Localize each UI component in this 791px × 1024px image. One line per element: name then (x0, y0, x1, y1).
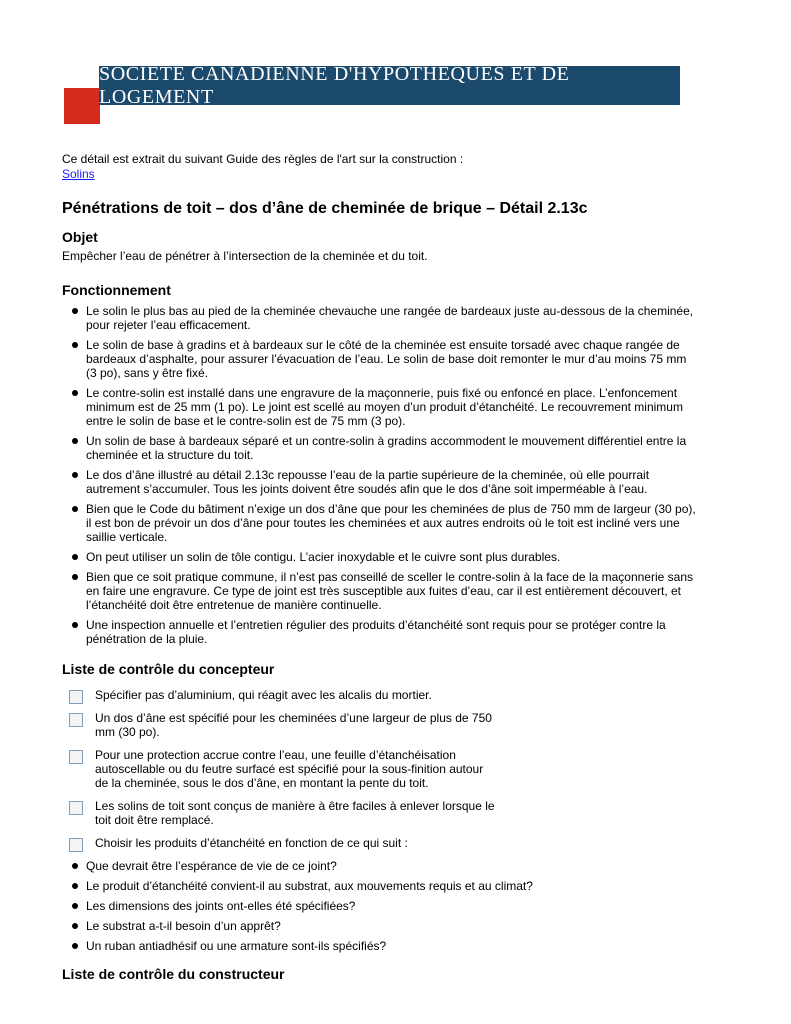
checklist-item-text: Pour une protection accrue contre l’eau, une feuille d’étanchéisation autoscellable ou du feutre surfacé est spécifié pour la sous-finition autour de la cheminée, sous le dos d’âne, en montant la pente du toit. (95, 748, 484, 790)
section-heading-objet: Objet (62, 229, 98, 245)
list-item: Bien que ce soit pratique commune, il n’est pas conseillé de sceller le contre-solin à la face de la maçonnerie sans en faire une engravure. Ce type de joint est très susceptible aux fuites d’eau, car il est entièrement découvert, et l’étanchéité doit être entretenue de manière continuelle. (62, 570, 696, 612)
sealant-questions-list (62, 859, 702, 953)
page-title: Pénétrations de toit – dos d’âne de cheminée de brique – Détail 2.13c (62, 200, 588, 217)
list-item: Une inspection annuelle et l’entretien régulier des produits d’étanchéité sont requis pour se protéger contre la pénétration de la pluie. (62, 618, 696, 646)
checkbox[interactable] (69, 750, 83, 764)
list-item: Le solin de base à gradins et à bardeaux sur le côté de la cheminée est ensuite torsadé avec chaque rangée de bardeaux d’asphalte, pour assurer l’évacuation de l’eau. Le solin de base doit remonter le mur d’au moins 75 mm (3 po), sans y être fixé. (62, 338, 696, 380)
section-heading-concepteur: Liste de contrôle du concepteur (62, 661, 275, 677)
checklist-item (62, 748, 495, 790)
logo-red-block (64, 88, 100, 124)
intro-sentence: Ce détail est extrait du suivant Guide des règles de l'art sur la construction : (62, 152, 464, 166)
concepteur-checklist (62, 688, 702, 850)
checklist-item (62, 799, 495, 827)
checkbox[interactable] (69, 713, 83, 727)
guide-link[interactable]: Solins (62, 167, 95, 181)
checklist-item (62, 711, 495, 739)
checkbox[interactable] (69, 690, 83, 704)
section-heading-constructeur: Liste de contrôle du constructeur (62, 966, 285, 982)
list-item: Le contre-solin est installé dans une engravure de la maçonnerie, puis fixé ou enfoncé en place. L’enfoncement minimum est de 25 mm (1 po). Le joint est scellé au moyen d’un produit d’étanchéité. Le recouvrement minimum entre le solin de base et le contre-solin est de 75 mm (3 po). (62, 386, 696, 428)
list-item: Les dimensions des joints ont-elles été spécifiées? (62, 899, 696, 913)
checkbox[interactable] (69, 838, 83, 852)
list-item: Un ruban antiadhésif ou une armature sont-ils spécifiés? (62, 939, 696, 953)
document-body (62, 152, 702, 983)
list-item: On peut utiliser un solin de tôle contigu. L’acier inoxydable et le cuivre sont plus durables. (62, 550, 696, 564)
checklist-item-text: Les solins de toit sont conçus de manière à être faciles à enlever lorsque le toit doit être remplacé. (95, 799, 495, 827)
list-item: Que devrait être l’espérance de vie de ce joint? (62, 859, 696, 873)
intro-text (62, 152, 702, 182)
fonctionnement-list (62, 304, 702, 646)
checklist-item-text: Un dos d’âne est spécifié pour les cheminées d’une largeur de plus de 750 mm (30 po). (95, 711, 492, 739)
checklist-item-text: Choisir les produits d’étanchéité en fonction de ce qui suit : (95, 836, 408, 850)
list-item: Le dos d’âne illustré au détail 2.13c repousse l’eau de la partie supérieure de la cheminée, où elle pourrait autrement s’accumuler. Tous les joints doivent être soudés afin que le dos d’âne soit imperméable à l’eau. (62, 468, 696, 496)
checklist-item-text: Spécifier pas d’aluminium, qui réagit avec les alcalis du mortier. (95, 688, 432, 702)
list-item: Le solin le plus bas au pied de la cheminée chevauche une rangée de bardeaux juste au-dessous de la cheminée, pour rejeter l’eau efficacement. (62, 304, 696, 332)
list-item: Bien que le Code du bâtiment n’exige un dos d’âne que pour les cheminées de plus de 750 mm de largeur (30 po), il est bon de prévoir un dos d’âne pour toutes les cheminées et aux autres endroits où le toit est incliné vers une saillie verticale. (62, 502, 696, 544)
list-item: Le produit d’étanchéité convient-il au substrat, aux mouvements requis et au climat? (62, 879, 696, 893)
section-heading-fonctionnement: Fonctionnement (62, 282, 171, 298)
list-item: Le substrat a-t-il besoin d’un apprêt? (62, 919, 696, 933)
checklist-item (62, 836, 495, 850)
checklist-item (62, 688, 495, 702)
organization-banner (99, 62, 680, 108)
banner-text: SOCIÉTÉ CANADIENNE D'HYPOTHÈQUES ET DE LOGEMENT (99, 62, 570, 108)
objet-text: Empêcher l’eau de pénétrer à l’intersection de la cheminée et du toit. (62, 249, 428, 263)
checkbox[interactable] (69, 801, 83, 815)
list-item: Un solin de base à bardeaux séparé et un contre-solin à gradins accommodent le mouvement différentiel entre la cheminée et la structure du toit. (62, 434, 696, 462)
